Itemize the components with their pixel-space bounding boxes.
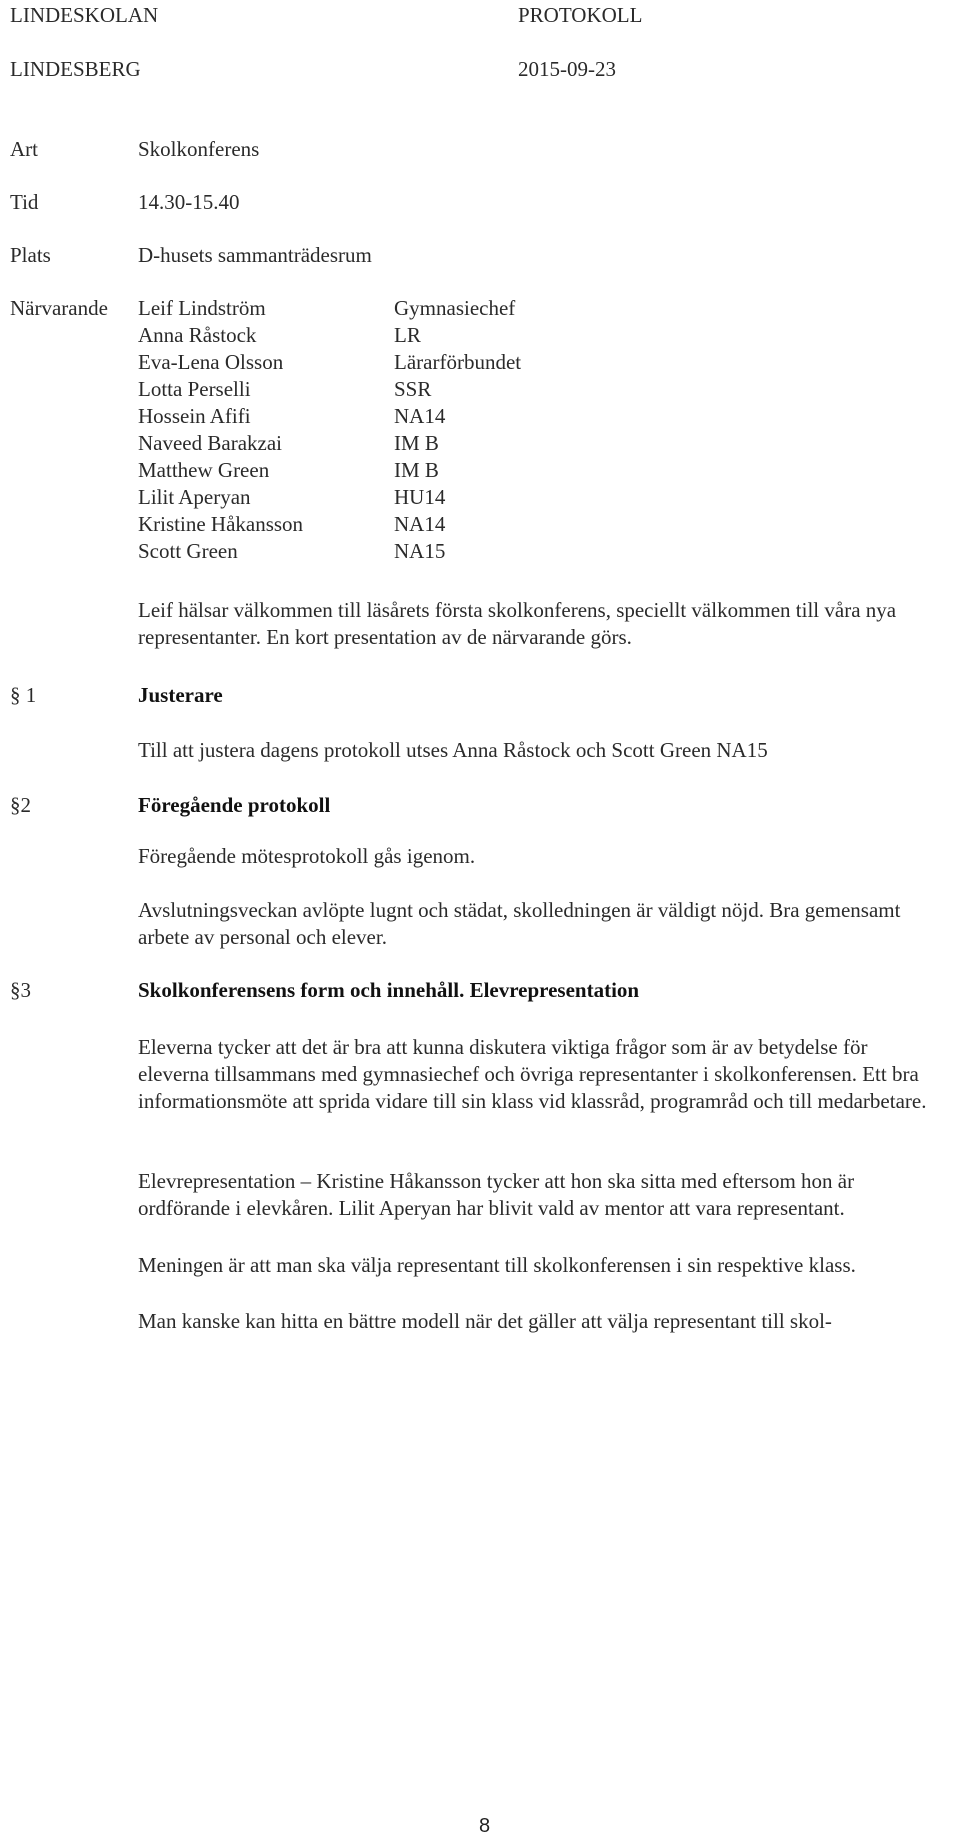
attendee-role: NA14	[394, 404, 446, 428]
section-2-number: §2	[10, 793, 31, 817]
attendee-role: LR	[394, 323, 421, 347]
attendee-role: IM B	[394, 458, 439, 482]
art-value: Skolkonferens	[138, 137, 260, 161]
document-date: 2015-09-23	[518, 57, 616, 81]
attendee-name: Lotta Perselli	[138, 377, 251, 401]
section-2-paragraph: Avslutningsveckan avlöpte lugnt och städat, skolledningen är väldigt nöjd. Bra gemensamt arbete av personal och elever.	[138, 898, 901, 949]
plats-label: Plats	[10, 243, 51, 267]
tid-label: Tid	[10, 190, 39, 214]
tid-value: 14.30-15.40	[138, 190, 240, 214]
section-3-paragraph: Meningen är att man ska välja representant till skolkonferensen i sin respektive klass.	[138, 1253, 856, 1277]
attendee-name: Matthew Green	[138, 458, 270, 482]
section-2-paragraph: Föregående mötesprotokoll gås igenom.	[138, 844, 476, 868]
attendee-name: Leif Lindström	[138, 296, 266, 320]
attendee-role: NA14	[394, 512, 446, 536]
attendee-role: Lärarförbundet	[394, 350, 522, 374]
section-3-paragraph: Elevrepresentation – Kristine Håkansson tycker att hon ska sitta med eftersom hon är ordförande i elevkåren. Lilit Aperyan har blivit vald av mentor att vara representant.	[138, 1169, 855, 1220]
section-3-paragraph: Man kanske kan hitta en bättre modell när det gäller att välja representant till skol-	[138, 1309, 832, 1333]
section-1-paragraph: Till att justera dagens protokoll utses Anna Råstock och Scott Green NA15	[138, 738, 768, 762]
section-1-title: Justerare	[138, 683, 223, 707]
section-1-number: § 1	[10, 683, 37, 707]
document-type: PROTOKOLL	[518, 3, 643, 27]
narvarande-label: Närvarande	[10, 296, 108, 320]
section-3-paragraph: Eleverna tycker att det är bra att kunna diskutera viktiga frågor som är av betydelse för eleverna tillsammans med gymnasiechef och övriga representanter i skolkonferensen. Ett bra informationsmöte att sprida vidare till sin klass vid klassråd, programråd och till medarbetare.	[138, 1035, 927, 1113]
section-2-title: Föregående protokoll	[138, 793, 331, 817]
section-3-title: Skolkonferensens form och innehåll. Elevrepresentation	[138, 978, 640, 1002]
attendee-name: Scott Green	[138, 539, 238, 563]
town-name: LINDESBERG	[10, 57, 141, 81]
section-3-number: §3	[10, 978, 31, 1002]
attendee-name: Naveed Barakzai	[138, 431, 282, 455]
attendee-role: Gymnasiechef	[394, 296, 516, 320]
attendee-name: Lilit Aperyan	[138, 485, 251, 509]
plats-value: D-husets sammanträdesrum	[138, 243, 372, 267]
attendee-name: Eva-Lena Olsson	[138, 350, 284, 374]
art-label: Art	[10, 137, 38, 161]
attendee-name: Hossein Afifi	[138, 404, 251, 428]
attendee-name: Kristine Håkansson	[138, 512, 304, 536]
attendee-role: SSR	[394, 377, 432, 401]
page-number: 8	[479, 1815, 491, 1837]
attendee-role: NA15	[394, 539, 446, 563]
attendee-name: Anna Råstock	[138, 323, 257, 347]
school-name: LINDESKOLAN	[10, 3, 159, 27]
attendee-role: IM B	[394, 431, 439, 455]
intro-paragraph: Leif hälsar välkommen till läsårets första skolkonferens, speciellt välkommen till våra nya representanter. En kort presentation av de närvarande görs.	[138, 598, 897, 649]
attendee-role: HU14	[394, 485, 446, 509]
